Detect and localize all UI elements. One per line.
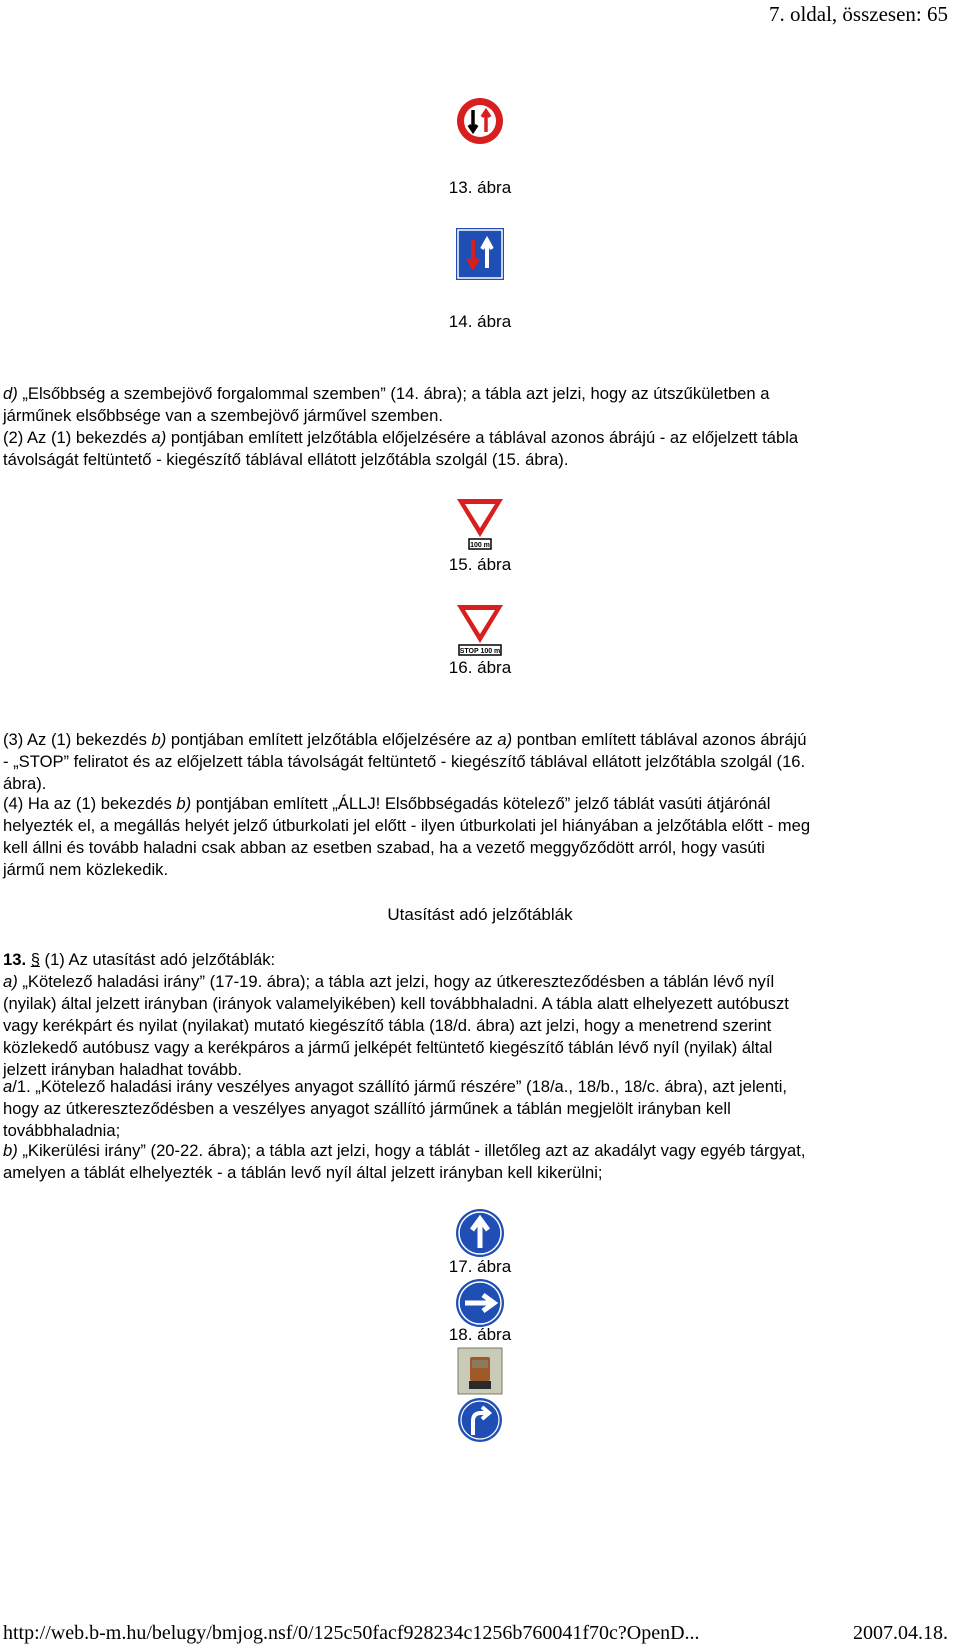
text-line: pontjában említett jelzőtábla előjelzésére a táblával azonos ábrájú - az előjelzett tábla bbox=[166, 428, 799, 447]
item-letter: b) bbox=[176, 794, 192, 813]
item-letter: b) bbox=[151, 730, 167, 749]
text-line: „Kötelező haladási irány” (17-19. ábra); a tábla azt jelzi, hogy az útkereszteződésben a táblán lévő nyíl bbox=[17, 972, 775, 991]
text-line: járműnek elsőbbsége van a szembejövő járművel szemben. bbox=[3, 406, 443, 425]
text-line: jármű nem közlekedik. bbox=[3, 860, 169, 879]
item-letter: a) bbox=[151, 428, 167, 447]
text-line: jelzett irányban haladhat tovább. bbox=[3, 1060, 242, 1079]
distance-plate-text: 100 m bbox=[470, 542, 490, 549]
text-line: (3) Az (1) bekezdés bbox=[3, 730, 152, 749]
text-line: pontjában említett „ÁLLJ! Elsőbbségadás kötelező” jelző táblát vasúti átjárónál bbox=[191, 794, 771, 813]
sign-17-mandatory-straight bbox=[0, 1208, 960, 1258]
item-letter: a bbox=[3, 1077, 13, 1096]
text-line: pontban említett táblával azonos ábrájú bbox=[512, 730, 807, 749]
item-letter: a) bbox=[497, 730, 513, 749]
text-line: amelyen a táblát elhelyezték - a táblán levő nyíl által jelzett irányban kell kikerülni; bbox=[3, 1163, 603, 1182]
arrow-right-sign-icon bbox=[455, 1278, 505, 1328]
figure-13-caption: 13. ábra bbox=[448, 178, 512, 197]
figure-14-caption: 14. ábra bbox=[448, 312, 512, 331]
text-line: távolságát feltüntető - kiegészítő táblával ellátott jelzőtábla szolgál (15. ábra). bbox=[3, 450, 569, 469]
stop-plate-text: STOP 100 m bbox=[459, 648, 501, 655]
text-line: ábra). bbox=[3, 774, 47, 793]
arrow-up-sign-icon bbox=[455, 1208, 505, 1258]
text-line: (4) Ha az (1) bekezdés bbox=[3, 794, 177, 813]
item-letter: a) bbox=[3, 972, 18, 991]
sign-13-oncoming-priority bbox=[0, 96, 960, 146]
figure-16-caption: 16. ábra bbox=[448, 658, 512, 677]
text-line: továbbhaladnia; bbox=[3, 1121, 121, 1140]
text-line: „Kötelező haladási irány veszélyes anyagot szállító jármű részére” (18/a., 18/b., 18/c. ábra), azt jelenti, bbox=[30, 1077, 787, 1096]
item-letter: b) bbox=[3, 1141, 18, 1160]
paragraph-a1 bbox=[3, 1076, 953, 1142]
sign-18-mandatory-right bbox=[0, 1278, 960, 1328]
figure-18-caption: 18. ábra bbox=[448, 1325, 512, 1344]
paragraph-b bbox=[3, 1140, 953, 1184]
paragraph-3 bbox=[3, 729, 953, 795]
sign-15-yield-ahead bbox=[0, 497, 960, 551]
text-line: „Kikerülési irány” (20-22. ábra); a tábla azt jelzi, hogy a táblát - illetőleg azt az akadályt vagy egyéb tárgyat, bbox=[17, 1141, 806, 1160]
sign-18-bus-plate-composite bbox=[0, 1347, 960, 1445]
figure-17-caption: 17. ábra bbox=[448, 1257, 512, 1276]
paragraph-2 bbox=[3, 427, 953, 471]
paragraph-13 bbox=[3, 949, 953, 971]
footer-date: 2007.04.18. bbox=[853, 1622, 948, 1644]
text-line: vagy kerékpárt és nyilat (nyilakat) mutató kiegészítő tábla (18/d. ábra) azt jelzi, hogy a menetrend szerint bbox=[3, 1016, 772, 1035]
figure-15-caption: 15. ábra bbox=[448, 555, 512, 574]
text-line: közlekedő autóbusz vagy a kerékpáros a jármű jelképét feltüntető kiegészítő táblán lévő nyíl (nyilak) által bbox=[3, 1038, 773, 1057]
text-line: hogy az útkereszteződésben a veszélyes anyagot szállító járműnek a táblán megjelölt irányban kell bbox=[3, 1099, 731, 1118]
text-line: kell állni és tovább haladni csak abban az esetben szabad, ha a vezető meggyőződött arról, hogy vasúti bbox=[3, 838, 765, 857]
bus-turn-right-sign-icon bbox=[457, 1347, 503, 1445]
sign-14-priority-over-oncoming bbox=[0, 228, 960, 280]
sign-16-stop-ahead bbox=[0, 603, 960, 657]
text-line: (1) Az utasítást adó jelzőtáblák: bbox=[39, 950, 276, 969]
item-letter: d) bbox=[3, 384, 18, 403]
yield-sign-icon bbox=[455, 497, 505, 551]
text-line: - „STOP” feliratot és az előjelzett tábla távolságát feltüntető - kiegészítő táblával ellátott jelzőtábla szolgál (16. bbox=[3, 752, 806, 771]
paragraph-d bbox=[3, 383, 953, 427]
text-line: (2) Az (1) bekezdés bbox=[3, 428, 152, 447]
yield-stop-sign-icon bbox=[455, 603, 505, 657]
item-letter-suffix: /1. bbox=[12, 1077, 31, 1096]
section-title: Utasítást adó jelzőtáblák bbox=[387, 905, 573, 924]
text-line: (nyilak) által jelzett irányban (irányok valamelyikében) kell továbbhaladni. A tábla alatt elhelyezett autóbuszt bbox=[3, 994, 789, 1013]
text-line: pontjában említett jelzőtábla előjelzésére az bbox=[166, 730, 498, 749]
section-number: 13. bbox=[3, 950, 27, 969]
section-sign-link[interactable]: § bbox=[30, 950, 40, 969]
paragraph-a bbox=[3, 971, 953, 1081]
text-line: „Elsőbbség a szembejövő forgalommal szemben” (14. ábra); a tábla azt jelzi, hogy az útszűkületben a bbox=[17, 384, 770, 403]
text-line: helyezték el, a megállás helyét jelző útburkolati jel előtt - ilyen útburkolati jel hiányában a jelzőtábla előtt - meg bbox=[3, 816, 811, 835]
footer-url: http://web.b-m.hu/belugy/bmjog.nsf/0/125c50facf928234c1256b760041f70c?OpenD... bbox=[3, 1622, 700, 1644]
oncoming-priority-sign-icon bbox=[455, 96, 505, 146]
page-number-header: 7. oldal, összesen: 65 bbox=[768, 2, 948, 26]
priority-over-oncoming-sign-icon bbox=[456, 228, 504, 280]
paragraph-4 bbox=[3, 793, 953, 881]
